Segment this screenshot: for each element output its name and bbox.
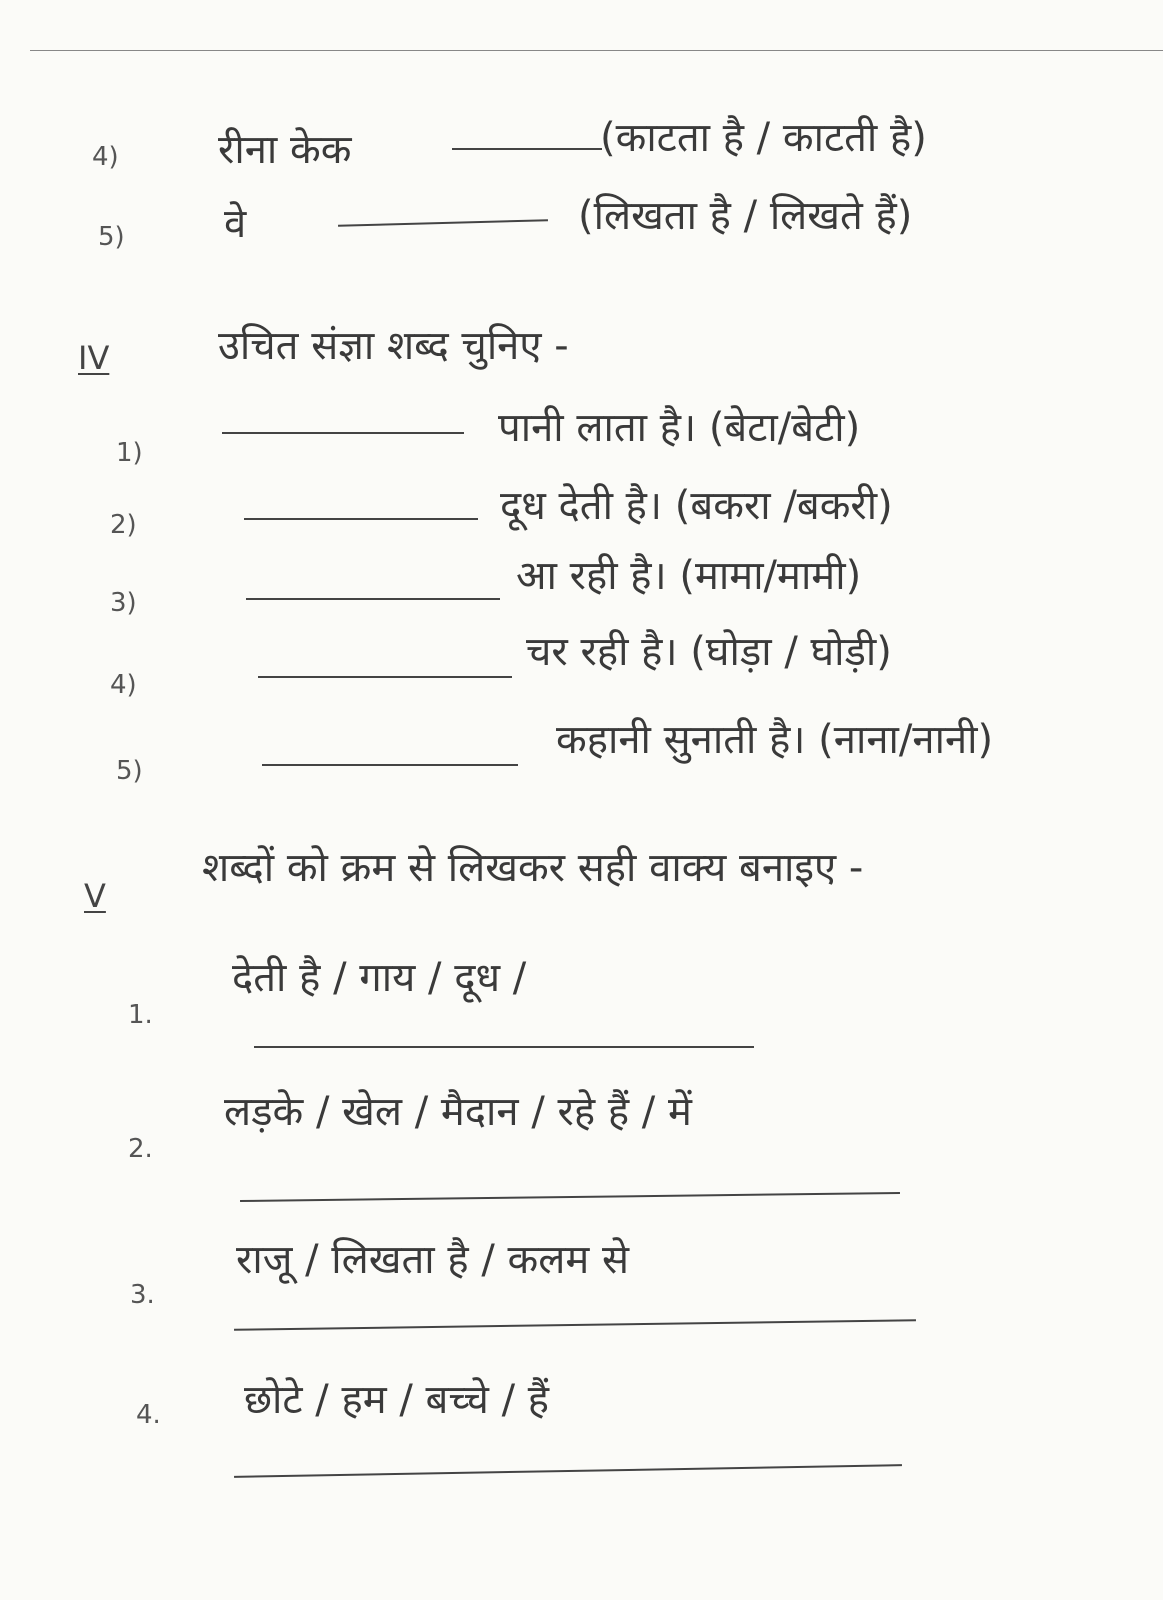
answer-blank <box>338 219 548 226</box>
question-number: 2) <box>110 510 137 540</box>
question-number: 3. <box>130 1280 155 1310</box>
answer-line <box>234 1464 902 1478</box>
jumbled-words: राजू / लिखता है / कलम से <box>236 1237 630 1283</box>
answer-blank <box>452 148 602 150</box>
question-number: 3) <box>110 588 137 618</box>
question-number: 1) <box>116 438 143 468</box>
answer-blank <box>258 676 512 678</box>
question-subject: रीना केक <box>218 127 352 173</box>
answer-blank <box>262 764 518 766</box>
section-label: V <box>84 877 106 915</box>
answer-blank <box>246 598 500 600</box>
question-text: आ रही है। (मामा/मामी) <box>516 553 862 599</box>
question-number: 4) <box>110 670 137 700</box>
question-number: 1. <box>128 1000 153 1030</box>
question-subject: वे <box>224 201 247 247</box>
answer-line <box>240 1192 900 1202</box>
answer-line <box>254 1046 754 1048</box>
jumbled-words: लड़के / खेल / मैदान / रहे हैं / में <box>224 1089 692 1135</box>
question-number: 5) <box>116 756 143 786</box>
question-text: कहानी सुनाती है। (नाना/नानी) <box>556 717 994 763</box>
jumbled-words: देती है / गाय / दूध / <box>232 955 527 1001</box>
question-number: 4) <box>92 142 119 172</box>
page-top-rule <box>30 50 1163 51</box>
section-label: IV <box>78 339 110 377</box>
section-title: उचित संज्ञा शब्द चुनिए - <box>218 323 569 369</box>
question-text: दूध देती है। (बकरा /बकरी) <box>500 483 893 529</box>
section-title: शब्दों को क्रम से लिखकर सही वाक्य बनाइए - <box>202 845 864 891</box>
question-options: (लिखता है / लिखते हैं) <box>578 193 913 239</box>
question-text: चर रही है। (घोड़ा / घोड़ी) <box>526 629 892 675</box>
question-number: 4. <box>136 1400 161 1430</box>
question-text: पानी लाता है। (बेटा/बेटी) <box>498 405 861 451</box>
question-number: 2. <box>128 1134 153 1164</box>
answer-blank <box>244 518 478 520</box>
answer-blank <box>222 432 464 434</box>
answer-line <box>234 1319 916 1331</box>
question-options: (काटता है / काटती है) <box>600 115 927 161</box>
question-number: 5) <box>98 222 125 252</box>
jumbled-words: छोटे / हम / बच्चे / हैं <box>244 1377 549 1423</box>
